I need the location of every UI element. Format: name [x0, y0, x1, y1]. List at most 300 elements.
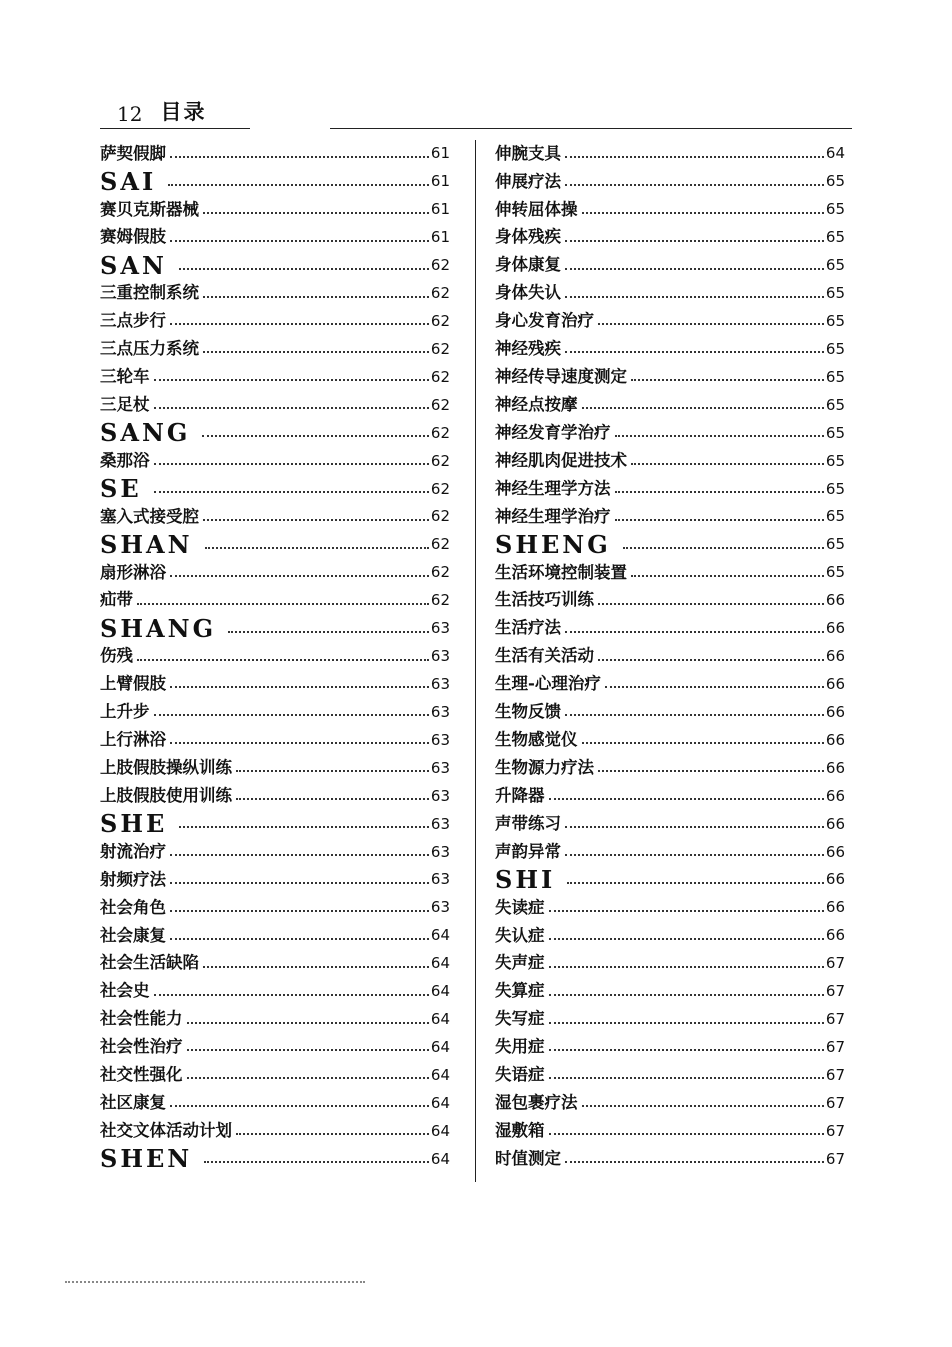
- entry-page-number: 62: [430, 591, 450, 610]
- entry-term: 上行淋浴: [100, 730, 166, 750]
- entry-term: 上肢假肢操纵训练: [100, 757, 232, 777]
- index-entry: [495, 978, 845, 1006]
- index-entry: [100, 1117, 450, 1145]
- index-entry: [100, 894, 450, 922]
- dot-leader: [549, 910, 824, 912]
- entry-page-number: 62: [430, 256, 450, 275]
- entry-page-number: 62: [430, 535, 450, 554]
- entry-page-number: 67: [825, 1037, 845, 1056]
- dot-leader: [598, 323, 824, 325]
- entry-page-number: 63: [430, 730, 450, 749]
- dot-leader: [565, 714, 824, 716]
- entry-page-number: 66: [825, 926, 845, 945]
- entry-term: 社会角色: [100, 897, 166, 917]
- footer-mark: [65, 1281, 365, 1283]
- entry-term: 赛姆假肢: [100, 227, 166, 247]
- dot-leader: [170, 882, 429, 884]
- entry-page-number: 63: [430, 702, 450, 721]
- dot-leader: [631, 379, 824, 381]
- index-entry: [100, 196, 450, 224]
- dot-leader: [582, 212, 824, 214]
- index-entry: [495, 754, 845, 782]
- entry-page-number: 63: [430, 842, 450, 861]
- index-entry: [495, 559, 845, 587]
- dot-leader: [549, 1133, 824, 1135]
- entry-term: SHENG: [495, 529, 611, 559]
- dot-leader: [615, 519, 824, 521]
- index-entry: [495, 615, 845, 643]
- dot-leader: [154, 491, 429, 493]
- entry-page-number: 65: [825, 228, 845, 247]
- index-entry: [100, 726, 450, 754]
- entry-term: SHAN: [100, 529, 193, 559]
- dot-leader: [179, 268, 429, 270]
- header-rule-right: [330, 128, 852, 129]
- dot-leader: [598, 770, 824, 772]
- dot-leader: [565, 1161, 824, 1163]
- index-entry: [100, 335, 450, 363]
- entry-term: 生活有关活动: [495, 646, 594, 666]
- dot-leader: [565, 631, 824, 633]
- dot-leader: [565, 184, 824, 186]
- dot-leader: [203, 296, 429, 298]
- index-entry: [495, 1034, 845, 1062]
- index-entry: [100, 587, 450, 615]
- entry-term: 三足杖: [100, 395, 150, 414]
- dot-leader: [549, 994, 824, 996]
- entry-term: 生活环境控制装置: [495, 562, 627, 582]
- pinyin-heading: [100, 419, 450, 447]
- entry-term: 伸腕支具: [495, 143, 561, 163]
- dot-leader: [236, 1133, 429, 1135]
- entry-term: 生活疗法: [495, 618, 561, 638]
- entry-term: SHE: [100, 809, 168, 839]
- dot-leader: [631, 463, 824, 465]
- page-header: [117, 96, 206, 126]
- dot-leader: [170, 854, 429, 856]
- index-entry: [495, 224, 845, 252]
- pinyin-heading: [100, 168, 450, 196]
- entry-term: 生物反馈: [495, 702, 561, 722]
- index-entry: [495, 1006, 845, 1034]
- index-entry: [100, 1061, 450, 1089]
- dot-leader: [170, 1105, 429, 1107]
- index-entry: [100, 922, 450, 950]
- dot-leader: [203, 351, 429, 353]
- dot-leader: [236, 798, 429, 800]
- pinyin-heading: [100, 810, 450, 838]
- entry-page-number: 65: [825, 395, 845, 414]
- entry-term: 失认症: [495, 925, 545, 945]
- index-entry: [495, 922, 845, 950]
- entry-term: 时值测定: [495, 1148, 561, 1168]
- dot-leader: [582, 742, 824, 744]
- pinyin-heading: [100, 615, 450, 643]
- entry-term: SHEN: [100, 1144, 193, 1174]
- entry-term: 赛贝克斯器械: [100, 199, 199, 219]
- entry-term: 身心发育治疗: [495, 311, 594, 331]
- dot-leader: [170, 575, 429, 577]
- dot-leader: [187, 1022, 429, 1024]
- entry-page-number: 62: [430, 311, 450, 330]
- entry-term: 身体残疾: [495, 227, 561, 247]
- entry-term: 生理-心理治疗: [495, 674, 601, 694]
- entry-page-number: 65: [825, 339, 845, 358]
- entry-page-number: 66: [825, 758, 845, 777]
- index-entry: [100, 838, 450, 866]
- index-entry: [495, 280, 845, 308]
- entry-page-number: 66: [825, 619, 845, 638]
- entry-term: SHANG: [100, 613, 217, 643]
- index-entry: [495, 140, 845, 168]
- entry-term: 伸转屈体操: [495, 199, 578, 219]
- entry-term: 身体失认: [495, 283, 561, 303]
- index-entry: [495, 587, 845, 615]
- entry-page-number: 66: [825, 702, 845, 721]
- dot-leader: [168, 184, 429, 186]
- entry-term: 伸展疗法: [495, 171, 561, 191]
- entry-page-number: 63: [430, 619, 450, 638]
- entry-page-number: 62: [430, 339, 450, 358]
- entry-term: 射流治疗: [100, 841, 166, 861]
- dot-leader: [187, 1049, 429, 1051]
- entry-page-number: 65: [825, 172, 845, 191]
- dot-leader: [565, 296, 824, 298]
- entry-page-number: 65: [825, 367, 845, 386]
- entry-page-number: 63: [430, 814, 450, 833]
- entry-page-number: 63: [430, 786, 450, 805]
- pinyin-heading: [100, 252, 450, 280]
- pinyin-heading: [495, 866, 845, 894]
- entry-term: 社会性治疗: [100, 1037, 183, 1057]
- entry-page-number: 66: [825, 786, 845, 805]
- dot-leader: [567, 882, 824, 884]
- pinyin-heading: [100, 475, 450, 503]
- entry-page-number: 64: [430, 1121, 450, 1140]
- entry-page-number: 64: [430, 1037, 450, 1056]
- entry-page-number: 62: [430, 367, 450, 386]
- entry-page-number: 65: [825, 311, 845, 330]
- dot-leader: [202, 435, 429, 437]
- index-entry: [495, 726, 845, 754]
- dot-leader: [170, 742, 429, 744]
- dot-leader: [598, 603, 824, 605]
- dot-leader: [137, 659, 429, 661]
- entry-page-number: 62: [430, 451, 450, 470]
- entry-term: 神经传导速度测定: [495, 367, 627, 387]
- entry-page-number: 62: [430, 423, 450, 442]
- entry-page-number: 62: [430, 284, 450, 303]
- dot-leader: [605, 686, 824, 688]
- entry-page-number: 63: [430, 647, 450, 666]
- index-entry: [100, 363, 450, 391]
- dot-leader: [615, 491, 824, 493]
- index-entry: [495, 1145, 845, 1173]
- dot-leader: [582, 407, 824, 409]
- index-entry: [495, 838, 845, 866]
- index-entry: [100, 671, 450, 699]
- entry-page-number: 66: [825, 674, 845, 693]
- dot-leader: [565, 826, 824, 828]
- dot-leader: [154, 994, 429, 996]
- entry-term: 生活技巧训练: [495, 590, 594, 610]
- entry-term: SHI: [495, 864, 556, 894]
- dot-leader: [549, 938, 824, 940]
- dot-leader: [203, 212, 429, 214]
- dot-leader: [565, 156, 824, 158]
- index-entry: [495, 419, 845, 447]
- dot-leader: [170, 910, 429, 912]
- running-title: 目录: [160, 99, 207, 124]
- entry-page-number: 64: [430, 1093, 450, 1112]
- entry-page-number: 63: [430, 674, 450, 693]
- entry-page-number: 67: [825, 982, 845, 1001]
- entry-page-number: 66: [825, 870, 845, 889]
- entry-term: 社会生活缺陷: [100, 953, 199, 973]
- index-column-left: [100, 140, 450, 1173]
- entry-page-number: 62: [430, 479, 450, 498]
- dot-leader: [170, 938, 429, 940]
- dot-leader: [549, 966, 824, 968]
- entry-term: 三点步行: [100, 311, 166, 331]
- index-entry: [100, 754, 450, 782]
- entry-term: 塞入式接受腔: [100, 506, 199, 526]
- entry-term: 社区康复: [100, 1093, 166, 1113]
- dot-leader: [236, 770, 429, 772]
- entry-page-number: 65: [825, 284, 845, 303]
- dot-leader: [179, 826, 429, 828]
- entry-page-number: 67: [825, 954, 845, 973]
- entry-term: 神经点按摩: [495, 395, 578, 414]
- entry-term: 声韵异常: [495, 841, 561, 861]
- entry-term: 疝带: [100, 590, 133, 610]
- entry-page-number: 65: [825, 507, 845, 526]
- index-entry: [495, 643, 845, 671]
- index-entry: [495, 671, 845, 699]
- index-entry: [495, 782, 845, 810]
- entry-page-number: 62: [430, 507, 450, 526]
- index-entry: [495, 308, 845, 336]
- index-entry: [100, 140, 450, 168]
- entry-page-number: 64: [430, 982, 450, 1001]
- entry-page-number: 66: [825, 842, 845, 861]
- index-entry: [100, 308, 450, 336]
- index-entry: [495, 1089, 845, 1117]
- entry-term: 声带练习: [495, 813, 561, 833]
- dot-leader: [565, 854, 824, 856]
- entry-page-number: 61: [430, 200, 450, 219]
- dot-leader: [582, 1105, 824, 1107]
- entry-page-number: 61: [430, 144, 450, 163]
- entry-term: 失算症: [495, 981, 545, 1001]
- index-entry: [495, 168, 845, 196]
- entry-term: SE: [100, 474, 142, 504]
- index-entry: [495, 810, 845, 838]
- index-entry: [100, 698, 450, 726]
- dot-leader: [623, 547, 824, 549]
- index-entry: [495, 894, 845, 922]
- entry-term: 失读症: [495, 897, 545, 917]
- entry-term: SAN: [100, 250, 167, 280]
- index-entry: [495, 1117, 845, 1145]
- entry-term: 神经生理学方法: [495, 478, 611, 498]
- entry-term: SAI: [100, 166, 157, 196]
- entry-page-number: 67: [825, 1149, 845, 1168]
- dot-leader: [565, 268, 824, 270]
- index-entry: [100, 1089, 450, 1117]
- dot-leader: [549, 1077, 824, 1079]
- entry-term: 社会史: [100, 981, 150, 1001]
- index-entry: [495, 698, 845, 726]
- dot-leader: [565, 351, 824, 353]
- dot-leader: [170, 156, 429, 158]
- entry-page-number: 66: [825, 898, 845, 917]
- entry-term: 失声症: [495, 953, 545, 973]
- dot-leader: [549, 1049, 824, 1051]
- dot-leader: [170, 240, 429, 242]
- dot-leader: [154, 463, 429, 465]
- entry-term: 神经肌肉促进技术: [495, 450, 627, 470]
- entry-term: 湿包裹疗法: [495, 1093, 578, 1113]
- index-entry: [495, 950, 845, 978]
- entry-term: 社交性强化: [100, 1065, 183, 1085]
- index-entry: [100, 391, 450, 419]
- entry-term: 失语症: [495, 1065, 545, 1085]
- index-entry: [100, 280, 450, 308]
- column-divider: [475, 140, 476, 1182]
- entry-term: 生物感觉仪: [495, 730, 578, 750]
- entry-page-number: 66: [825, 591, 845, 610]
- dot-leader: [204, 1161, 429, 1163]
- dot-leader: [203, 519, 429, 521]
- index-entry: [100, 1034, 450, 1062]
- index-entry: [100, 559, 450, 587]
- page-number: 12: [117, 102, 143, 126]
- entry-term: 神经残疾: [495, 339, 561, 359]
- entry-page-number: 65: [825, 423, 845, 442]
- entry-page-number: 65: [825, 451, 845, 470]
- index-entry: [495, 335, 845, 363]
- header-rule-left: [100, 128, 250, 129]
- dot-leader: [154, 407, 429, 409]
- index-entry: [495, 1061, 845, 1089]
- index-entry: [100, 447, 450, 475]
- entry-page-number: 65: [825, 256, 845, 275]
- index-entry: [100, 643, 450, 671]
- entry-term: 神经发育学治疗: [495, 422, 611, 442]
- index-entry: [100, 1006, 450, 1034]
- index-entry: [495, 196, 845, 224]
- entry-page-number: 63: [430, 758, 450, 777]
- index-entry: [495, 447, 845, 475]
- entry-page-number: 67: [825, 1010, 845, 1029]
- entry-page-number: 64: [430, 1010, 450, 1029]
- entry-term: 上臂假肢: [100, 674, 166, 694]
- entry-term: 萨契假脚: [100, 143, 166, 163]
- entry-page-number: 64: [825, 144, 845, 163]
- pinyin-heading: [495, 531, 845, 559]
- entry-term: 射频疗法: [100, 869, 166, 889]
- dot-leader: [228, 631, 429, 633]
- entry-page-number: 62: [430, 395, 450, 414]
- entry-page-number: 67: [825, 1121, 845, 1140]
- entry-term: 三重控制系统: [100, 283, 199, 303]
- index-entry: [100, 978, 450, 1006]
- dot-leader: [154, 379, 429, 381]
- entry-page-number: 67: [825, 1093, 845, 1112]
- entry-page-number: 62: [430, 563, 450, 582]
- entry-term: 神经生理学治疗: [495, 506, 611, 526]
- entry-term: 三点压力系统: [100, 339, 199, 359]
- entry-page-number: 67: [825, 1065, 845, 1084]
- entry-term: 上肢假肢使用训练: [100, 785, 232, 805]
- entry-page-number: 65: [825, 535, 845, 554]
- index-entry: [495, 391, 845, 419]
- dot-leader: [631, 575, 824, 577]
- dot-leader: [205, 547, 429, 549]
- entry-page-number: 64: [430, 1065, 450, 1084]
- index-entry: [100, 224, 450, 252]
- entry-page-number: 65: [825, 479, 845, 498]
- entry-term: 失用症: [495, 1037, 545, 1057]
- entry-page-number: 65: [825, 563, 845, 582]
- dot-leader: [615, 435, 824, 437]
- dot-leader: [598, 659, 824, 661]
- dot-leader: [187, 1077, 429, 1079]
- entry-page-number: 64: [430, 1149, 450, 1168]
- entry-page-number: 64: [430, 926, 450, 945]
- entry-page-number: 66: [825, 814, 845, 833]
- entry-page-number: 63: [430, 870, 450, 889]
- index-column-right: [495, 140, 845, 1173]
- index-entry: [495, 363, 845, 391]
- entry-term: 伤残: [100, 646, 133, 666]
- entry-term: 身体康复: [495, 255, 561, 275]
- entry-page-number: 66: [825, 730, 845, 749]
- entry-term: SANG: [100, 418, 191, 448]
- entry-term: 桑那浴: [100, 450, 150, 470]
- index-entry: [495, 503, 845, 531]
- entry-term: 生物源力疗法: [495, 757, 594, 777]
- pinyin-heading: [100, 1145, 450, 1173]
- dot-leader: [565, 240, 824, 242]
- entry-page-number: 65: [825, 200, 845, 219]
- index-entry: [100, 503, 450, 531]
- entry-term: 湿敷箱: [495, 1120, 545, 1140]
- entry-term: 升降器: [495, 785, 545, 805]
- entry-page-number: 63: [430, 898, 450, 917]
- dot-leader: [154, 714, 429, 716]
- index-entry: [495, 475, 845, 503]
- entry-term: 社交文体活动计划: [100, 1120, 232, 1140]
- index-entry: [100, 782, 450, 810]
- entry-page-number: 61: [430, 172, 450, 191]
- entry-page-number: 61: [430, 228, 450, 247]
- dot-leader: [170, 323, 429, 325]
- index-entry: [495, 252, 845, 280]
- entry-term: 失写症: [495, 1009, 545, 1029]
- entry-term: 扇形淋浴: [100, 562, 166, 582]
- entry-term: 社会性能力: [100, 1009, 183, 1029]
- dot-leader: [137, 603, 429, 605]
- entry-term: 三轮车: [100, 367, 150, 387]
- dot-leader: [549, 1022, 824, 1024]
- dot-leader: [549, 798, 824, 800]
- entry-page-number: 66: [825, 647, 845, 666]
- index-entry: [100, 866, 450, 894]
- dot-leader: [203, 966, 429, 968]
- dot-leader: [170, 686, 429, 688]
